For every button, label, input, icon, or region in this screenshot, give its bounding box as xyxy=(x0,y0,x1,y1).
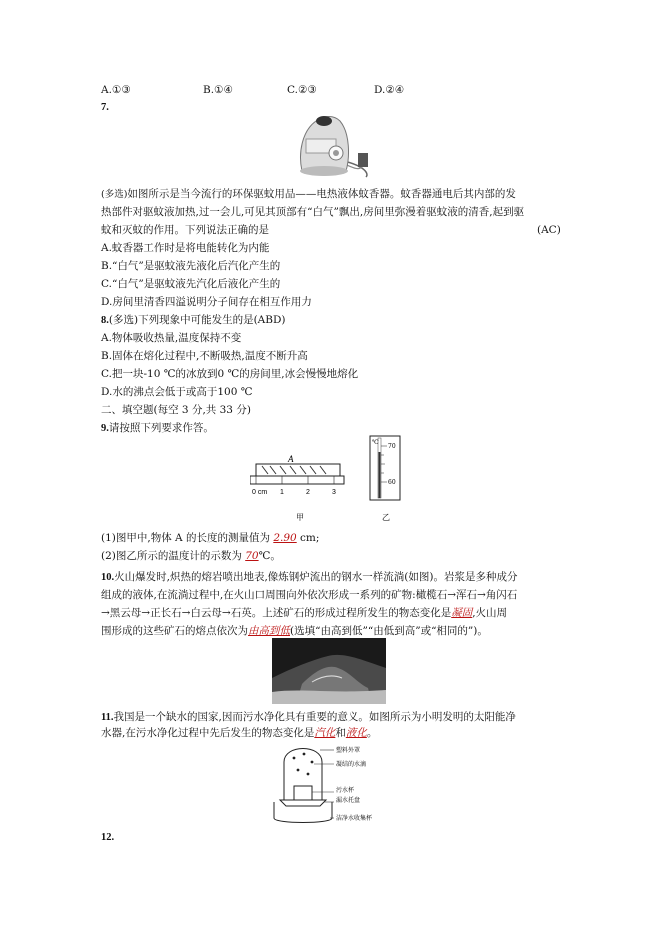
q8-stem: 8.(多选)下列现象中可能发生的是(ABD) xyxy=(101,314,286,326)
q8-option-a: A.物体吸收热量,温度保持不变 xyxy=(101,332,242,344)
purifier-label-cup: 污水杯 xyxy=(336,787,355,794)
q9-stem: 9.请按照下列要求作答。 xyxy=(101,422,214,434)
water-purifier-figure xyxy=(270,740,420,826)
q6-option-c: C.②③ xyxy=(287,84,317,96)
q6-option-b: B.①④ xyxy=(203,84,233,96)
q8-option-d: D.水的沸点会低于或高于100 ℃ xyxy=(101,386,253,398)
q9-sub2-answer: 70 xyxy=(245,550,259,562)
q7-line2: 热部件对驱蚊液加热,过一会儿,可见其顶部有“白气”飘出,房间里弥漫着驱蚊液的清香,起到驱 xyxy=(101,206,525,218)
q7-line3: 蚊和灭蚊的作用。下列说法正确的是 xyxy=(101,224,269,236)
q11-line2: 水器,在污水净化过程中先后发生的物态变化是汽化和液化。 xyxy=(101,727,378,739)
purifier-label-collector: 洁净水收集杯 xyxy=(336,815,373,822)
q9-sub2: (2)图乙所示的温度计的示数为 70℃。 xyxy=(101,550,281,562)
fig-caption-yi: 乙 xyxy=(382,513,390,522)
q11-line1: 11.我国是一个缺水的国家,因而污水净化具有重要的意义。如图所示为小明发明的太阳能净 xyxy=(101,711,516,723)
q7-option-a: A.蚊香器工作时是将电能转化为内能 xyxy=(101,242,270,254)
q8-option-c: C.把一块-10 ℃的冰放到0 ℃的房间里,冰会慢慢地熔化 xyxy=(101,368,359,380)
q11-answer2: 液化 xyxy=(345,727,367,739)
section-heading: 二、填空题(每空 3 分,共 33 分) xyxy=(101,404,251,416)
ruler-tick-0: 0 cm xyxy=(252,489,268,496)
ruler-figure xyxy=(250,432,350,524)
ruler-tick-1: 1 xyxy=(280,489,284,496)
q8-option-b: B.固体在熔化过程中,不断吸热,温度不断升高 xyxy=(101,350,308,362)
ruler-label-a: A xyxy=(288,454,294,464)
q6-option-a: A.①③ xyxy=(101,84,131,96)
ruler-tick-2: 2 xyxy=(306,489,310,496)
thermo-tick-60: 60 xyxy=(388,479,396,486)
thermo-tick-70: 70 xyxy=(388,443,396,450)
volcano-photo xyxy=(272,638,386,704)
q10-answer1: 凝固 xyxy=(451,607,473,619)
q7-option-c: C.“白气”是驱蚊液先汽化后液化产生的 xyxy=(101,278,281,290)
q10-line2: 组成的液体,在流淌过程中,在火山口周围向外依次形成一系列的矿物:橄榄石→浑石→角闪石 xyxy=(101,589,518,601)
q7-answer: (AC) xyxy=(537,224,561,236)
thermometer-figure xyxy=(364,432,410,524)
q10-answer2: 由高到低 xyxy=(248,625,290,637)
purifier-label-cover: 塑料外罩 xyxy=(336,747,361,754)
q7-option-b: B.“白气”是驱蚊液先液化后汽化产生的 xyxy=(101,260,281,272)
q7-option-d: D.房间里清香四溢说明分子间存在相互作用力 xyxy=(101,296,312,308)
q10-line1: 10.火山爆发时,炽热的熔岩喷出地表,像炼钢炉流出的钢水一样流淌(如图)。岩浆是多种成分 xyxy=(101,571,518,583)
fig-caption-jia: 甲 xyxy=(296,513,304,522)
q7-number: 7. xyxy=(101,102,109,113)
q7-line1: (多选)如图所示是当今流行的环保驱蚊用品——电热液体蚊香器。蚊香器通电后其内部的发 xyxy=(101,188,516,200)
q12-number: 12. xyxy=(101,832,115,843)
q10-line4: 围形成的这些矿石的熔点依次为由高到低(选填“由高到低”“由低到高”或“相同的”)。 xyxy=(101,625,488,637)
q6-option-d: D.②④ xyxy=(374,84,405,96)
q11-answer1: 汽化 xyxy=(314,727,336,739)
mosquito-repeller-image xyxy=(292,113,372,179)
q9-sub1-answer: 2.90 xyxy=(273,532,297,544)
q9-sub1: (1)图甲中,物体 A 的长度的测量值为 2.90 cm; xyxy=(101,532,320,544)
purifier-label-tray: 漏水托盘 xyxy=(336,797,361,804)
q10-line3: →黑云母→正长石→白云母→石英。上述矿石的形成过程所发生的物态变化是凝固,火山周 xyxy=(101,607,508,619)
ruler-tick-3: 3 xyxy=(332,489,336,496)
thermo-unit: ℃ xyxy=(372,439,379,446)
purifier-label-droplets: 凝结的水滴 xyxy=(336,761,367,768)
